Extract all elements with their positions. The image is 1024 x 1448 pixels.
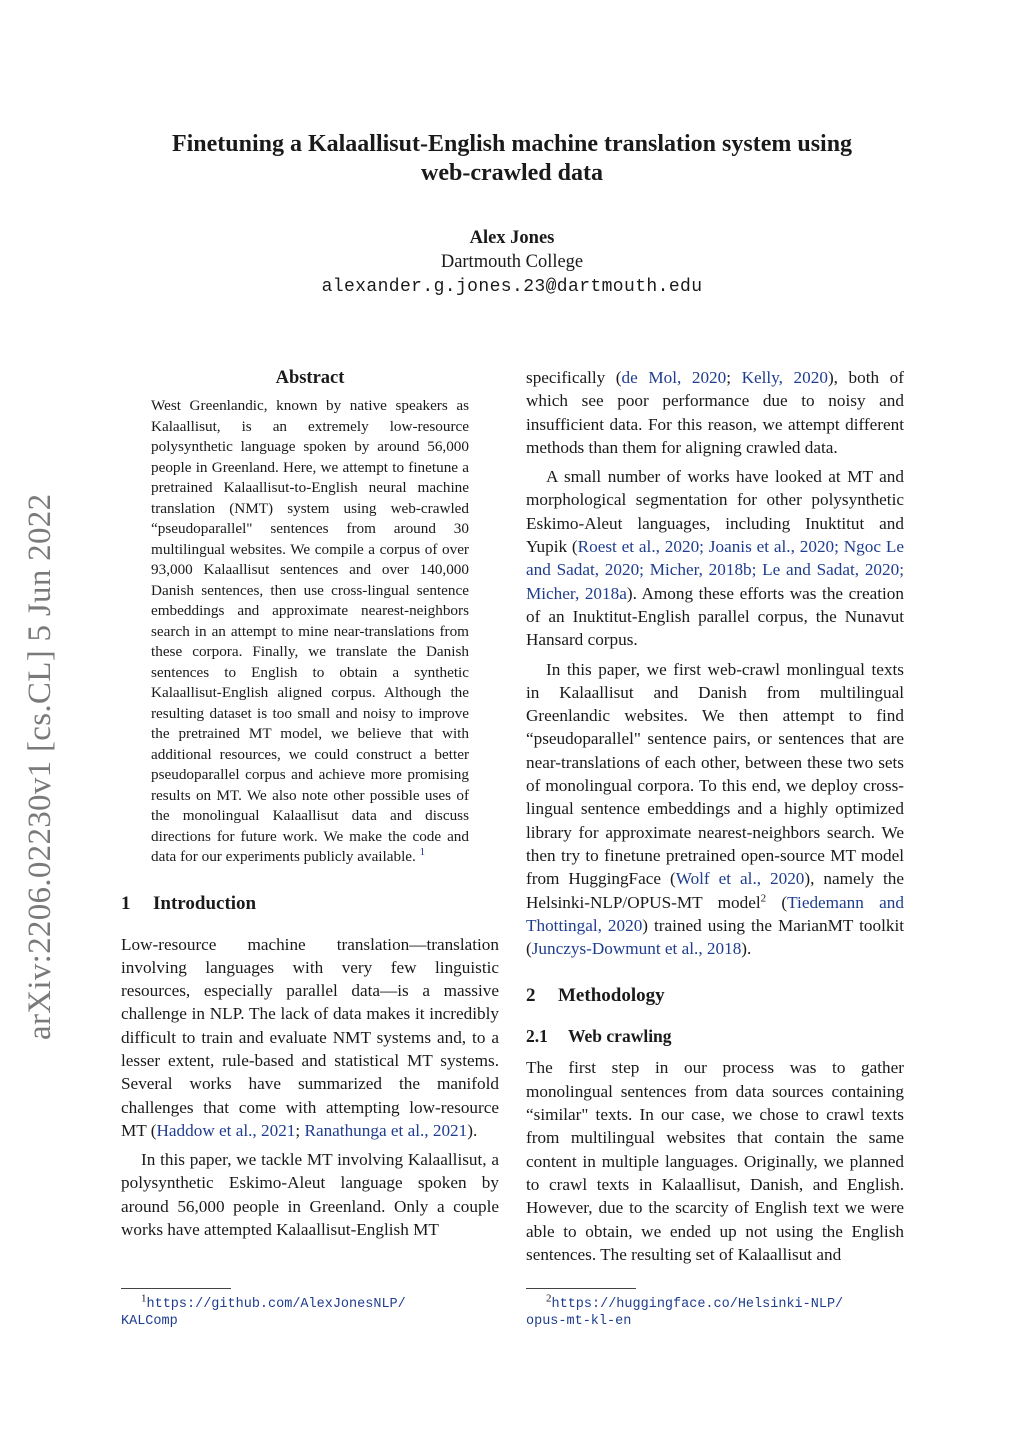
footnote-ref-2[interactable]: 2 <box>760 891 767 904</box>
right-p3-mid1: ), namely the Helsinki-NLP/OPUS-MT model <box>526 869 904 912</box>
subsection-number: 2.1 <box>526 1026 548 1047</box>
title-line-2: web-crawled data <box>421 160 603 186</box>
right-column <box>526 366 904 1272</box>
citation-list-inuktitut[interactable]: Roest et al., 2020; Joanis et al., 2020; Ngoc Le and Sadat, 2020; Micher, 2018b; Le and Sadat, 2020; Micher, 2018a <box>526 537 904 603</box>
citation-tiedemann[interactable]: Tiedemann and Thottingal, 2020 <box>526 892 904 935</box>
citation-kelly[interactable]: Kelly, 2020 <box>741 368 828 387</box>
footnote-1 <box>121 1292 499 1330</box>
citation-ranathunga[interactable]: Ranathunga et al., 2021 <box>304 1120 468 1140</box>
left-column <box>121 366 499 1247</box>
footnote-2-link[interactable]: https://huggingface.co/Helsinki-NLP/ <box>551 1297 844 1312</box>
abstract-text: West Greenlandic, known by native speakers as Kalaallisut, is an extremely low-resource polysynthetic language spoken by around 56,000 people in Greenland. Here, we attempt to finetune a pretrained Kalaallisut-to-English neural machine translation (NMT) system using web-crawled “pseudoparallel" sentences from around 30 multilingual websites. We compile a corpus of over 93,000 Kalaallisut sentences and over 140,000 Danish sentences, then use cross-lingual sentence embeddings and approximate nearest-neighbors search in an attempt to mine near-translations from these corpora. Finally, we translate the Danish sentences to English to obtain a synthetic Kalaallisut-English aligned corpus. Although the resulting dataset is too small and noisy to improve the pretrained MT model, we believe that with additional resources, we could construct a better pseudoparallel corpus and achieve more promising results on MT. We also note other possible uses of the monolingual Kalaallisut data and discuss directions for future work. We make the code and data for our experiments publicly available. <box>151 397 469 865</box>
author-email: alexander.g.jones.23@dartmouth.edu <box>321 277 703 297</box>
paper-title <box>120 130 904 188</box>
intro-p1-text: Low-resource machine translation—translation involving languages with very few linguistic resources, especially parallel data—is a massive challenge in NLP. The lack of data makes it incredibly difficult to train and evaluate NMT systems and, to a lesser extent, rule-based and statistical MT systems. Several works have summarized the manifold challenges that come with attempting low-resource MT ( <box>121 934 499 1140</box>
citation-demol[interactable]: de Mol, 2020 <box>621 368 727 387</box>
footnote-rule-left <box>121 1288 231 1289</box>
section-heading-methodology <box>526 984 904 1008</box>
footnote-1-link-cont[interactable]: KALComp <box>121 1314 178 1329</box>
arxiv-identifier: arXiv:2206.02230v1 [cs.CL] 5 Jun 2022 <box>22 493 58 1040</box>
citation-haddow[interactable]: Haddow et al., 2021 <box>156 1120 296 1140</box>
citation-junczys[interactable]: Junczys-Dowmunt et al., 2018 <box>531 939 742 959</box>
section-number: 2 <box>526 985 536 1007</box>
footnote-2 <box>526 1292 904 1330</box>
methodology-paragraph-1 <box>526 1056 904 1266</box>
right-p2-post: ). Among these efforts was the creation of an Inuktitut-English parallel corpus, the Nunavut Hansard corpus. <box>526 583 904 650</box>
right-p1-pre: specifically ( <box>526 368 622 387</box>
section-heading-introduction <box>121 892 499 916</box>
subsection-heading-web-crawling <box>526 1025 904 1047</box>
footnote-rule-right <box>526 1288 636 1289</box>
right-p3-mid3: ) trained using the MarianMT toolkit ( <box>526 915 905 959</box>
footnote-1-link[interactable]: https://github.com/AlexJonesNLP/ <box>146 1297 406 1312</box>
citation-wolf[interactable]: Wolf et al., 2020 <box>675 869 805 889</box>
section-title: Introduction <box>153 892 257 914</box>
introduction-body <box>121 933 499 1242</box>
abstract-body <box>151 396 469 868</box>
intro-p1-end: ). <box>467 1120 478 1140</box>
right-paragraph-3 <box>526 658 904 961</box>
citation-separator: ; <box>295 1120 305 1140</box>
footnote-1-line-1 <box>121 1292 499 1313</box>
citation-separator: ; <box>726 368 742 387</box>
intro-p2-text: In this paper, we tackle MT involving Kalaallisut, a polysynthetic Eskimo-Aleut language spoken by around 56,000 people in Greenland. Only a couple works have attempted Kalaallisut-English MT <box>121 1150 499 1240</box>
intro-paragraph-1 <box>121 933 499 1143</box>
right-p3-end: ). <box>741 939 752 959</box>
section-number: 1 <box>121 892 131 914</box>
footnote-2-line-1 <box>526 1292 904 1313</box>
footnote-ref-1[interactable]: 1 <box>419 845 426 858</box>
methodology-p1-text: The first step in our process was to gather monolingual sentences from data sources containing “similar" texts. In our case, we chose to crawl texts from multilingual websites that contain the same content in multiple languages. Originally, we planned to crawl texts in Kalaallisut, Danish, and English. However, due to the scarcity of English text we were able to obtain, we ended up not using the English sentences. The resulting set of Kalaallisut and <box>526 1058 904 1264</box>
right-p2-pre: A small number of works have looked at MT and morphological segmentation for other polysynthetic Eskimo-Aleut languages, including Inuktitut and Yupik ( <box>526 467 904 557</box>
author-block <box>120 226 904 299</box>
right-paragraph-1 <box>526 366 904 459</box>
title-line-1: Finetuning a Kalaallisut-English machine translation system using <box>171 131 853 157</box>
intro-paragraph-2 <box>121 1148 499 1241</box>
author-affiliation: Dartmouth College <box>440 252 584 272</box>
footnote-2-link-cont[interactable]: opus-mt-kl-en <box>526 1314 632 1329</box>
footnote-2-mark: 2 <box>546 1292 552 1305</box>
footnote-1-mark: 1 <box>141 1292 147 1305</box>
author-name: Alex Jones <box>469 228 555 248</box>
abstract-heading: Abstract <box>275 368 345 388</box>
right-p3-pre: In this paper, we first web-crawl monlingual texts in Kalaallisut and Danish from multilingual Greenlandic websites. We then attempt to find “pseudoparallel" sentence pairs, or sentences that are near-translations of each other, between these two sets of monolingual corpora. To this end, we deploy cross-lingual sentence embeddings and a highly optimized library for approximate nearest-neighbors search. We then try to finetune pretrained open-source MT model from HuggingFace ( <box>526 659 904 889</box>
right-paragraph-2 <box>526 465 904 651</box>
subsection-title: Web crawling <box>568 1026 672 1047</box>
right-p3-mid2: ( <box>766 892 788 912</box>
section-title: Methodology <box>558 985 665 1007</box>
right-p1-post: ), both of which see poor performance due to noisy and insufficient data. For this reason, we attempt different methods than them for aligning crawled data. <box>526 368 904 457</box>
